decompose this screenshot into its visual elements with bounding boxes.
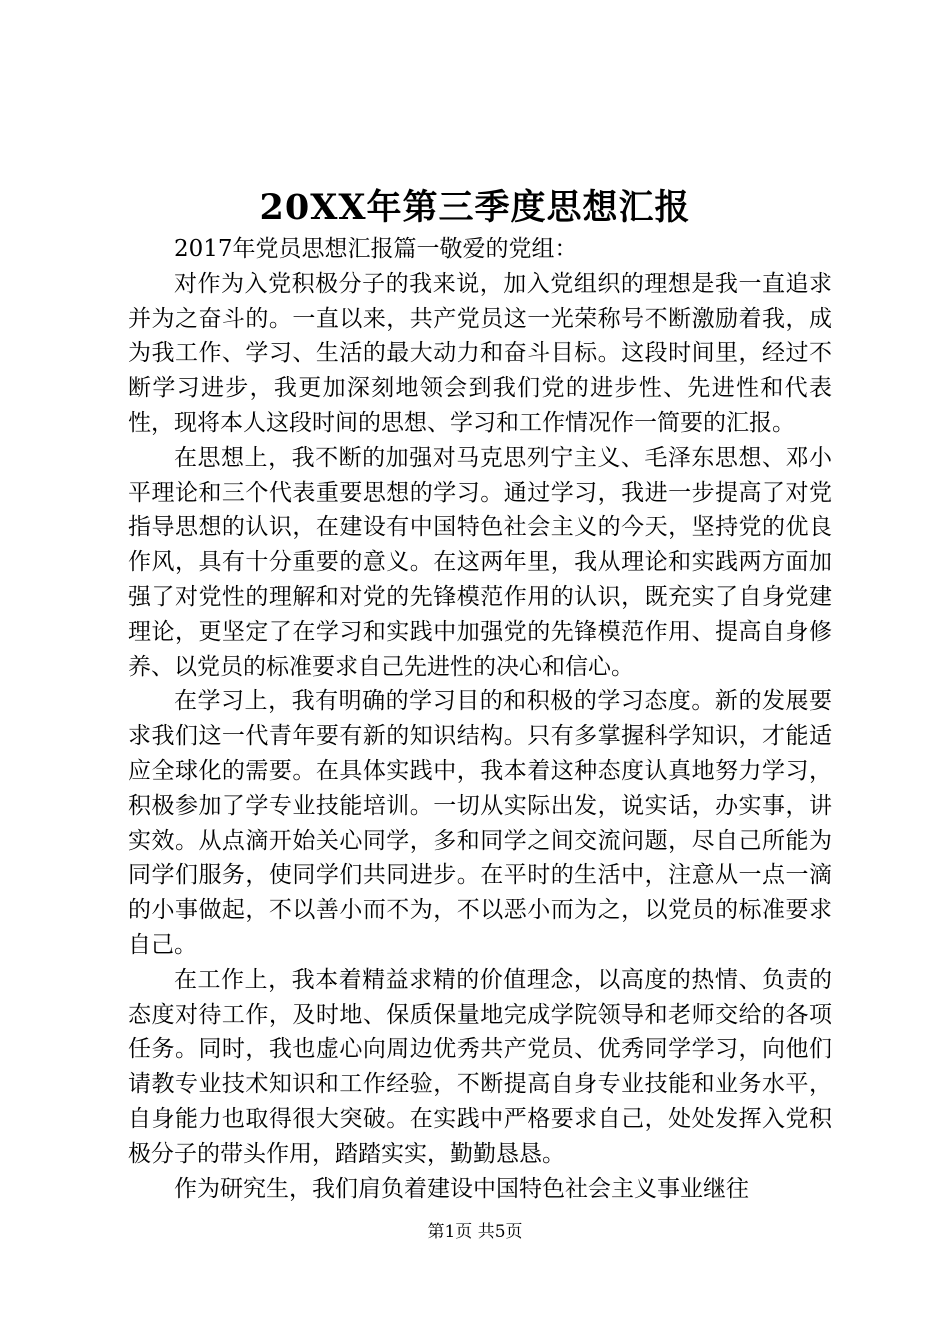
paragraph-5: 作为研究生，我们肩负着建设中国特色社会主义事业继往 xyxy=(174,1175,749,1202)
document-body xyxy=(128,232,832,1206)
paragraph-3: 在学习上，我有明确的学习目的和积极的学习态度。新的发展要求我们这一代青年要有新的知识结构。只有多掌握科学知识，才能适应全球化的需要。在具体实践中，我本着这种态度认真地努力学习，积极参加了学专业技能培训。一切从实际出发，说实话，办实事，讲实效。从点滴开始关心同学，多和同学之间交流问题，尽自己所能为同学们服务，使同学们共同进步。在平时的生活中，注意从一点一滴的小事做起，不以善小而不为，不以恶小而为之，以党员的标准要求自己。 xyxy=(128,688,832,958)
paragraph-1: 对作为入党积极分子的我来说，加入党组织的理想是我一直追求并为之奋斗的。一直以来，共产党员这一光荣称号不断激励着我，成为我工作、学习、生活的最大动力和奋斗目标。这段时间里，经过不断学习进步，我更加深刻地领会到我们党的进步性、先进性和代表性，现将本人这段时间的思想、学习和工作情况作一简要的汇报。 xyxy=(128,270,832,436)
document-title: 20XX年第三季度思想汇报 xyxy=(259,187,691,228)
page-footer: 第1页 共5页 xyxy=(427,1222,523,1242)
paragraph-2: 在思想上，我不断的加强对马克思列宁主义、毛泽东思想、邓小平理论和三个代表重要思想的学习。通过学习，我进一步提高了对党指导思想的认识，在建设有中国特色社会主义的今天，坚持党的优良作风，具有十分重要的意义。在这两年里，我从理论和实践两方面加强了对党性的理解和对党的先锋模范作用的认识，既充实了自身党建理论，更坚定了在学习和实践中加强党的先锋模范作用、提高自身修养、以党员的标准要求自己先进性的决心和信心。 xyxy=(128,444,832,680)
lead-line: 2017年党员思想汇报篇一敬爱的党组： xyxy=(174,236,578,262)
paragraph-4: 在工作上，我本着精益求精的价值理念，以高度的热情、负责的态度对待工作，及时地、保质保量地完成学院领导和老师交给的各项任务。同时，我也虚心向周边优秀共产党员、优秀同学学习，向他们请教专业技术知识和工作经验，不断提高自身专业技能和业务水平，自身能力也取得很大突破。在实践中严格要求自己，处处发挥入党积极分子的带头作用，踏踏实实，勤勤恳恳。 xyxy=(128,966,832,1167)
